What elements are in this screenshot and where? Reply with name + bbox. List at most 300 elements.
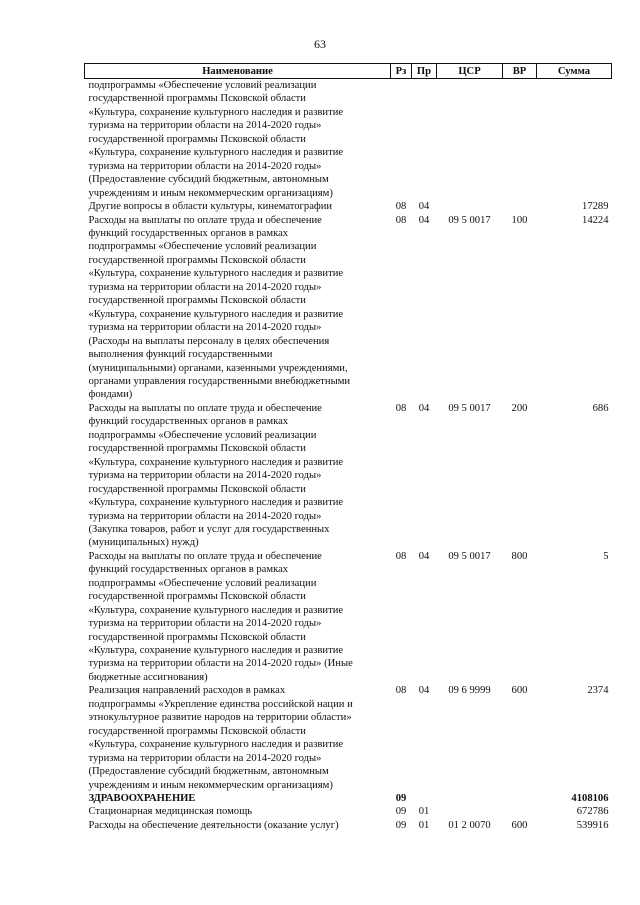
cell-csr [437, 536, 503, 549]
cell-rz [391, 442, 412, 455]
cell-name: функций государственных органов в рамках [88, 416, 289, 428]
cell-name: государственной программы Псковской области [88, 93, 306, 105]
cell-name: «Культура, сохранение культурного наследия и развитие [88, 497, 344, 509]
cell-pr [412, 375, 437, 388]
cell-rz [391, 415, 412, 428]
cell-sum [537, 604, 612, 617]
cell-csr [437, 227, 503, 240]
cell-csr [437, 496, 503, 509]
cell-sum [537, 362, 612, 375]
cell-rz [391, 254, 412, 267]
cell-vr: 100 [511, 214, 528, 226]
cell-sum [537, 617, 612, 630]
cell-csr [437, 792, 503, 805]
cell-csr [437, 348, 503, 361]
cell-pr: 01 [418, 806, 430, 818]
cell-name: этнокультурное развитие народов на территории области» [88, 712, 352, 724]
cell-pr [412, 752, 437, 765]
cell-csr [437, 415, 503, 428]
cell-rz [391, 240, 412, 253]
cell-csr [437, 79, 503, 93]
cell-name: (Закупка товаров, работ и услуг для государственных [88, 523, 330, 535]
cell-name: государственной программы Псковской области [88, 591, 306, 603]
cell-csr [437, 779, 503, 792]
cell-sum [537, 173, 612, 186]
cell-sum [537, 496, 612, 509]
cell-vr [503, 388, 537, 401]
table-row [85, 510, 612, 523]
table-row [85, 698, 612, 711]
cell-pr: 01 [418, 819, 430, 831]
cell-pr [412, 79, 437, 93]
cell-rz [391, 711, 412, 724]
cell-rz [391, 604, 412, 617]
cell-sum [537, 738, 612, 751]
cell-vr [503, 146, 537, 159]
cell-vr [503, 240, 537, 253]
cell-csr [437, 725, 503, 738]
cell-pr [412, 604, 437, 617]
cell-sum [537, 119, 612, 132]
budget-table [84, 63, 612, 832]
cell-vr [503, 119, 537, 132]
cell-name: выполнения функций государственными [88, 349, 273, 361]
cell-rz [391, 227, 412, 240]
cell-sum [537, 187, 612, 200]
cell-vr [503, 483, 537, 496]
cell-pr [412, 362, 437, 375]
table-row [85, 604, 612, 617]
cell-name: (муниципальными) органами, казенными учреждениями, [88, 362, 348, 374]
cell-vr [503, 173, 537, 186]
cell-vr: 200 [511, 402, 528, 414]
cell-pr [412, 779, 437, 792]
cell-pr [412, 146, 437, 159]
cell-csr [437, 160, 503, 173]
cell-rz [391, 738, 412, 751]
cell-sum [537, 765, 612, 778]
cell-sum [537, 335, 612, 348]
cell-name: Реализация направлений расходов в рамках [88, 685, 286, 697]
cell-name: фондами) [88, 389, 133, 401]
cell-vr [503, 604, 537, 617]
table-row [85, 671, 612, 684]
cell-rz: 09 [395, 793, 407, 805]
cell-pr [412, 577, 437, 590]
cell-rz [391, 752, 412, 765]
table-row [85, 92, 612, 105]
cell-rz [391, 348, 412, 361]
cell-rz [391, 725, 412, 738]
cell-pr [412, 227, 437, 240]
cell-rz [391, 644, 412, 657]
cell-sum [537, 92, 612, 105]
cell-vr [503, 133, 537, 146]
cell-rz [391, 160, 412, 173]
cell-rz [391, 698, 412, 711]
cell-sum [537, 106, 612, 119]
cell-sum [537, 267, 612, 280]
cell-sum: 539916 [576, 819, 609, 831]
cell-name: туризма на территории области на 2014-2020 годы» (Иные [88, 658, 353, 670]
table-row [85, 779, 612, 792]
header-row [85, 64, 612, 79]
cell-pr [412, 765, 437, 778]
cell-pr: 04 [418, 402, 430, 414]
cell-sum [537, 644, 612, 657]
cell-vr [503, 617, 537, 630]
cell-rz [391, 133, 412, 146]
page-number: 63 [314, 37, 326, 51]
cell-rz: 09 [395, 806, 407, 818]
cell-name: туризма на территории области на 2014-2020 годы» [88, 281, 322, 293]
cell-vr [503, 805, 537, 818]
table-row [85, 375, 612, 388]
cell-pr [412, 456, 437, 469]
cell-sum [537, 469, 612, 482]
cell-csr [437, 469, 503, 482]
header-name: Наименование [85, 64, 391, 79]
cell-rz [391, 617, 412, 630]
cell-sum [537, 563, 612, 576]
table-row [85, 805, 612, 818]
cell-csr [437, 294, 503, 307]
cell-pr [412, 348, 437, 361]
cell-name: государственной программы Псковской области [88, 443, 306, 455]
table-row [85, 119, 612, 132]
header-sum: Сумма [537, 64, 612, 79]
cell-name: (Предоставление субсидий бюджетным, автономным [88, 766, 329, 778]
cell-pr [412, 106, 437, 119]
cell-sum [537, 631, 612, 644]
table-row [85, 590, 612, 603]
cell-csr [437, 456, 503, 469]
cell-pr [412, 711, 437, 724]
cell-rz [391, 523, 412, 536]
cell-pr [412, 119, 437, 132]
cell-csr [437, 590, 503, 603]
cell-vr [503, 510, 537, 523]
cell-name: «Культура, сохранение культурного наследия и развитие [88, 106, 344, 118]
cell-rz [391, 456, 412, 469]
cell-pr [412, 321, 437, 334]
cell-csr: 09 5 0017 [448, 550, 491, 562]
cell-vr [503, 92, 537, 105]
cell-name: туризма на территории области на 2014-2020 годы» [88, 752, 322, 764]
cell-pr [412, 510, 437, 523]
cell-vr [503, 267, 537, 280]
table-row [85, 200, 612, 213]
cell-sum [537, 160, 612, 173]
cell-pr [412, 631, 437, 644]
cell-rz [391, 335, 412, 348]
cell-name: органами управления государственными внебюджетными [88, 375, 351, 387]
table-row [85, 308, 612, 321]
cell-vr [503, 590, 537, 603]
cell-name: бюджетные ассигнования) [88, 671, 208, 683]
cell-rz [391, 429, 412, 442]
cell-sum: 2374 [587, 685, 609, 697]
cell-name: «Культура, сохранение культурного наследия и развитие [88, 147, 344, 159]
cell-rz [391, 308, 412, 321]
header-pr: Пр [412, 64, 437, 79]
cell-name: туризма на территории области на 2014-2020 годы» [88, 120, 322, 132]
cell-pr [412, 725, 437, 738]
cell-rz: 08 [395, 214, 407, 226]
cell-name: Другие вопросы в области культуры, кинематографии [88, 201, 333, 213]
cell-vr: 800 [511, 550, 528, 562]
cell-name: Расходы на выплаты по оплате труда и обеспечение [88, 214, 322, 226]
cell-csr [437, 523, 503, 536]
cell-sum: 4108106 [571, 793, 609, 805]
cell-vr [503, 738, 537, 751]
cell-name: подпрограммы «Обеспечение условий реализации [88, 241, 317, 253]
cell-pr [412, 792, 437, 805]
cell-pr [412, 335, 437, 348]
cell-sum [537, 671, 612, 684]
cell-csr [437, 375, 503, 388]
cell-csr: 09 6 9999 [448, 685, 491, 697]
cell-sum [537, 577, 612, 590]
table-row [85, 321, 612, 334]
table-row [85, 388, 612, 401]
cell-rz [391, 294, 412, 307]
cell-name: учреждениям и иным некоммерческим организациям) [88, 187, 333, 199]
table-row [85, 267, 612, 280]
cell-sum [537, 375, 612, 388]
table-row [85, 483, 612, 496]
cell-csr [437, 805, 503, 818]
cell-rz [391, 321, 412, 334]
cell-pr [412, 254, 437, 267]
cell-rz [391, 375, 412, 388]
cell-pr [412, 187, 437, 200]
cell-vr [503, 442, 537, 455]
cell-sum [537, 321, 612, 334]
cell-vr: 600 [511, 819, 528, 831]
cell-pr [412, 294, 437, 307]
cell-name: «Культура, сохранение культурного наследия и развитие [88, 456, 344, 468]
cell-sum [537, 456, 612, 469]
cell-sum [537, 510, 612, 523]
cell-name: туризма на территории области на 2014-2020 годы» [88, 322, 322, 334]
cell-name: (Расходы на выплаты персоналу в целях обеспечения [88, 335, 330, 347]
table-row [85, 469, 612, 482]
cell-sum [537, 698, 612, 711]
cell-csr [437, 335, 503, 348]
cell-csr [437, 698, 503, 711]
table-row [85, 173, 612, 186]
cell-name: подпрограммы «Обеспечение условий реализации [88, 429, 317, 441]
table-row [85, 550, 612, 563]
cell-vr [503, 375, 537, 388]
table-row [85, 738, 612, 751]
table-row [85, 214, 612, 227]
cell-vr [503, 308, 537, 321]
cell-sum: 5 [603, 550, 609, 562]
table-row [85, 254, 612, 267]
cell-pr [412, 442, 437, 455]
header-vr: ВР [503, 64, 537, 79]
cell-csr [437, 752, 503, 765]
cell-name: Расходы на обеспечение деятельности (оказание услуг) [88, 819, 339, 831]
cell-vr: 600 [511, 685, 528, 697]
cell-csr [437, 388, 503, 401]
cell-vr [503, 779, 537, 792]
cell-vr [503, 187, 537, 200]
cell-csr [437, 442, 503, 455]
cell-pr [412, 523, 437, 536]
cell-rz [391, 187, 412, 200]
cell-vr [503, 200, 537, 213]
cell-rz [391, 119, 412, 132]
cell-sum [537, 725, 612, 738]
cell-name: Расходы на выплаты по оплате труда и обеспечение [88, 550, 322, 562]
table-body [85, 79, 612, 833]
cell-rz [391, 173, 412, 186]
cell-name: «Культура, сохранение культурного наследия и развитие [88, 268, 344, 280]
cell-vr [503, 563, 537, 576]
cell-sum [537, 348, 612, 361]
cell-csr [437, 200, 503, 213]
table-row [85, 335, 612, 348]
cell-name: функций государственных органов в рамках [88, 227, 289, 239]
cell-vr [503, 254, 537, 267]
cell-sum [537, 711, 612, 724]
cell-vr [503, 79, 537, 93]
cell-csr [437, 267, 503, 280]
cell-vr [503, 415, 537, 428]
cell-csr [437, 254, 503, 267]
cell-name: Стационарная медицинская помощь [88, 806, 253, 818]
cell-sum [537, 240, 612, 253]
cell-name: государственной программы Псковской области [88, 295, 306, 307]
cell-pr [412, 469, 437, 482]
cell-vr [503, 657, 537, 670]
cell-csr [437, 657, 503, 670]
table-row [85, 765, 612, 778]
cell-vr [503, 294, 537, 307]
cell-rz [391, 563, 412, 576]
cell-sum [537, 281, 612, 294]
cell-rz [391, 657, 412, 670]
cell-csr [437, 240, 503, 253]
cell-sum [537, 294, 612, 307]
cell-sum [537, 429, 612, 442]
cell-vr [503, 711, 537, 724]
cell-vr [503, 725, 537, 738]
cell-rz [391, 536, 412, 549]
cell-name: учреждениям и иным некоммерческим организациям) [88, 779, 333, 791]
cell-sum [537, 227, 612, 240]
cell-name: подпрограммы «Обеспечение условий реализации [88, 577, 317, 589]
cell-csr [437, 765, 503, 778]
table-row [85, 684, 612, 697]
table-row [85, 577, 612, 590]
cell-sum: 672786 [576, 806, 609, 818]
cell-rz [391, 631, 412, 644]
cell-vr [503, 523, 537, 536]
table-row [85, 133, 612, 146]
table-row [85, 496, 612, 509]
cell-pr: 04 [418, 685, 430, 697]
cell-pr [412, 698, 437, 711]
cell-pr: 04 [418, 214, 430, 226]
cell-pr [412, 617, 437, 630]
cell-pr [412, 590, 437, 603]
cell-vr [503, 335, 537, 348]
table-row [85, 456, 612, 469]
cell-rz [391, 671, 412, 684]
cell-pr: 04 [418, 201, 430, 213]
cell-sum [537, 536, 612, 549]
table-row [85, 711, 612, 724]
table-row [85, 160, 612, 173]
cell-pr [412, 160, 437, 173]
cell-name: туризма на территории области на 2014-2020 годы» [88, 160, 322, 172]
cell-pr [412, 483, 437, 496]
cell-vr [503, 362, 537, 375]
cell-pr [412, 536, 437, 549]
table-row [85, 792, 612, 805]
cell-name: функций государственных органов в рамках [88, 564, 289, 576]
cell-vr [503, 281, 537, 294]
cell-name: государственной программы Псковской области [88, 725, 306, 737]
table-row [85, 402, 612, 415]
cell-sum [537, 146, 612, 159]
cell-vr [503, 106, 537, 119]
table-row [85, 644, 612, 657]
cell-vr [503, 227, 537, 240]
cell-sum: 14224 [582, 214, 609, 226]
cell-name: «Культура, сохранение культурного наследия и развитие [88, 739, 344, 751]
cell-csr [437, 631, 503, 644]
cell-name: подпрограммы «Обеспечение условий реализации [88, 80, 317, 91]
cell-sum: 17289 [582, 201, 609, 213]
table-row [85, 187, 612, 200]
cell-rz [391, 106, 412, 119]
cell-sum [537, 133, 612, 146]
cell-pr [412, 133, 437, 146]
cell-rz [391, 92, 412, 105]
table-row [85, 563, 612, 576]
cell-csr [437, 617, 503, 630]
cell-vr [503, 536, 537, 549]
cell-rz [391, 765, 412, 778]
cell-sum [537, 657, 612, 670]
cell-vr [503, 792, 537, 805]
cell-pr [412, 496, 437, 509]
cell-sum [537, 254, 612, 267]
cell-name: Расходы на выплаты по оплате труда и обеспечение [88, 402, 322, 414]
cell-rz [391, 779, 412, 792]
table-row [85, 725, 612, 738]
cell-csr [437, 281, 503, 294]
cell-vr [503, 348, 537, 361]
cell-pr [412, 308, 437, 321]
table-row [85, 294, 612, 307]
cell-pr [412, 173, 437, 186]
table-row [85, 362, 612, 375]
table-row [85, 752, 612, 765]
cell-rz [391, 79, 412, 93]
cell-csr [437, 187, 503, 200]
cell-pr [412, 388, 437, 401]
cell-csr [437, 106, 503, 119]
table-row [85, 281, 612, 294]
table-row [85, 442, 612, 455]
cell-pr [412, 415, 437, 428]
